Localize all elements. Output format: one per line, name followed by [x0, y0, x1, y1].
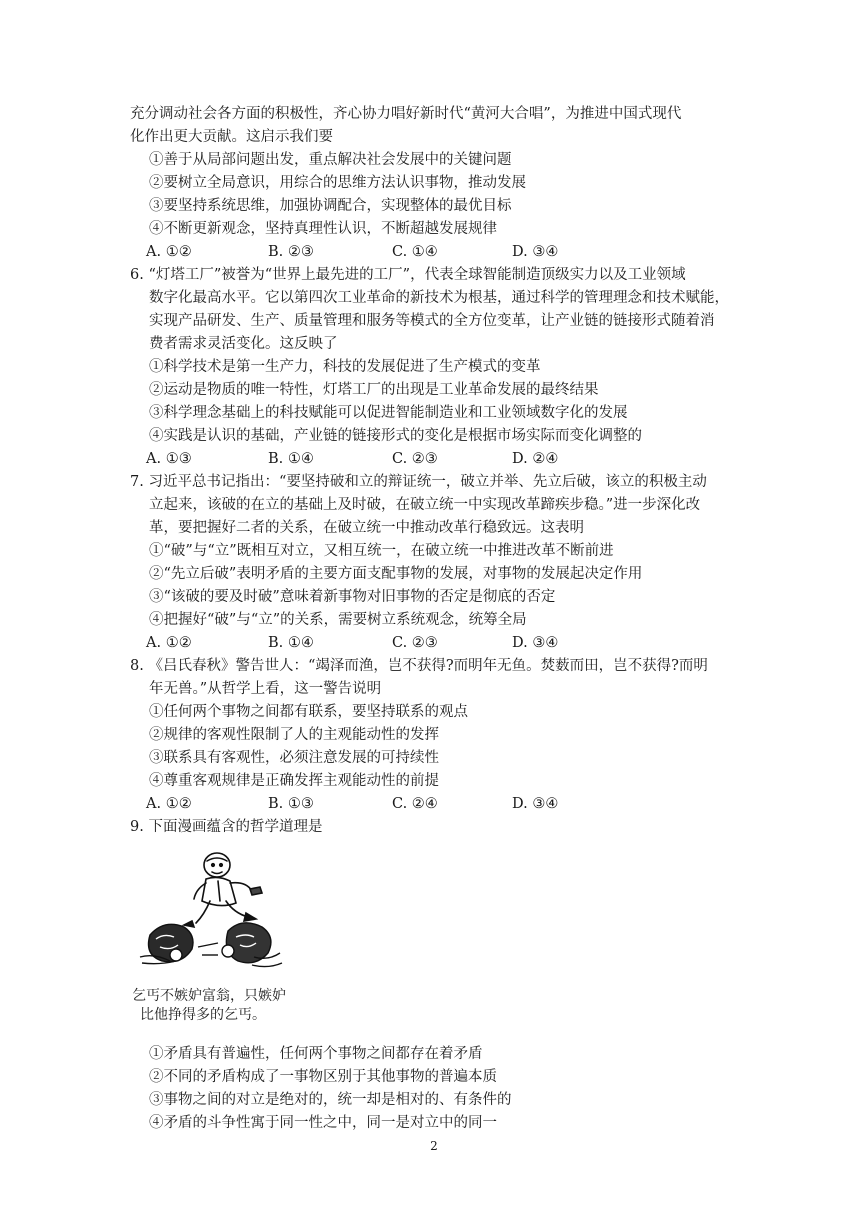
option-b: B. ②③ — [268, 244, 314, 260]
cartoon-illustration — [132, 839, 302, 989]
answer-options — [130, 793, 740, 816]
option-a: A. ①② — [146, 635, 192, 651]
statement-1: ①科学技术是第一生产力，科技的发展促进了生产模式的变革 — [149, 359, 541, 375]
statement-1: ①任何两个事物之间都有联系，要坚持联系的观点 — [149, 704, 468, 720]
question-stem-line: 年无兽。”从哲学上看，这一警告说明 — [149, 681, 382, 697]
statement-3: ③科学理念基础上的科技赋能可以促进智能制造业和工业领域数字化的发展 — [149, 405, 628, 421]
question-stem-line: 费者需求灵活变化。这反映了 — [149, 336, 338, 352]
sitting-beggars-drawing — [140, 923, 282, 967]
option-c: C. ②③ — [392, 451, 438, 467]
option-c: C. ②④ — [392, 796, 438, 812]
caption-line: 比他挣得多的乞丐。 — [140, 1007, 266, 1023]
question-stem-line: 数字化最高水平。它以第四次工业革命的新技术为根基，通过科学的管理理念和技术赋能， — [149, 290, 729, 306]
question-stem-line: 充分调动社会各方面的积极性，齐心协力唱好新时代“黄河大合唱”，为推进中国式现代 — [130, 106, 682, 122]
statement-1: ①矛盾具有普遍性，任何两个事物之间都存在着矛盾 — [149, 1046, 483, 1062]
option-c: C. ①④ — [392, 244, 438, 260]
question-stem-line: 立起来，该破的在立的基础上及时破，在破立统一中实现改革蹄疾步稳。”进一步深化改 — [149, 497, 701, 513]
statement-3: ③事物之间的对立是绝对的，统一却是相对的、有条件的 — [149, 1092, 512, 1108]
page-content — [130, 103, 740, 1135]
question-8 — [130, 655, 740, 816]
statement-2: ②规律的客观性限制了人的主观能动性的发挥 — [149, 727, 439, 743]
option-d: D. ③④ — [512, 635, 559, 651]
question-stem-line: 革，要把握好二者的关系，在破立统一中推动改革行稳致远。这表明 — [149, 520, 584, 536]
option-d: D. ②④ — [512, 451, 559, 467]
statement-1: ①善于从局部问题出发，重点解决社会发展中的关键问题 — [149, 152, 512, 168]
statement-4: ④实践是认识的基础，产业链的链接形式的变化是根据市场实际而变化调整的 — [149, 428, 642, 444]
question-stem-line: 7. 习近平总书记指出：“要坚持破和立的辩证统一，破立并举、先立后破，该立的积极主动 — [130, 474, 707, 490]
statement-2: ②要树立全局意识，用综合的思维方法认识事物，推动发展 — [149, 175, 526, 191]
option-a: A. ①③ — [146, 451, 192, 467]
option-b: B. ①③ — [268, 796, 314, 812]
question-7 — [130, 471, 740, 655]
question-stem-line: 6. “灯塔工厂”被誉为“世界上最先进的工厂”，代表全球智能制造顶级实力以及工业领域 — [130, 267, 686, 283]
question-stem-line: 9. 下面漫画蕴含的哲学道理是 — [130, 819, 323, 835]
option-b: B. ①④ — [268, 635, 314, 651]
question-9 — [130, 816, 740, 1135]
option-a: A. ①② — [146, 796, 192, 812]
cartoon-figure — [132, 839, 740, 1035]
option-a: A. ①② — [146, 244, 192, 260]
statement-4: ④尊重客观规律是正确发挥主观能动性的前提 — [149, 773, 439, 789]
caption-line: 乞丐不嫉妒富翁，只嫉妒 — [132, 988, 286, 1004]
question-stem-line: 化作出更大贡献。这启示我们要 — [130, 129, 333, 145]
question-5 — [130, 103, 740, 264]
answer-options — [130, 448, 740, 471]
statement-2: ②“先立后破”表明矛盾的主要方面支配事物的发展，对事物的发展起决定作用 — [149, 566, 643, 582]
question-stem-line: 实现产品研发、生产、质量管理和服务等模式的全方位变革，让产业链的链接形式随着消 — [149, 313, 715, 329]
statement-4: ④矛盾的斗争性寓于同一性之中，同一是对立中的同一 — [149, 1115, 497, 1131]
answer-options — [130, 632, 740, 655]
statement-2: ②运动是物质的唯一特性，灯塔工厂的出现是工业革命发展的最终结果 — [149, 382, 599, 398]
page-number: 2 — [430, 1139, 438, 1153]
question-stem-line: 8. 《吕氏春秋》警告世人：“竭泽而渔，岂不获得?而明年无鱼。焚薮而田，岂不获得?而明 — [130, 658, 708, 674]
statement-2: ②不同的矛盾构成了一事物区别于其他事物的普遍本质 — [149, 1069, 497, 1085]
option-d: D. ③④ — [512, 244, 559, 260]
cartoon-caption — [132, 987, 286, 1025]
statement-4: ④不断更新观念，坚持真理性认识，不断超越发展规律 — [149, 221, 497, 237]
option-b: B. ①④ — [268, 451, 314, 467]
statement-3: ③联系具有客观性，必须注意发展的可持续性 — [149, 750, 439, 766]
statement-1: ①“破”与“立”既相互对立，又相互统一，在破立统一中推进改革不断前进 — [149, 543, 614, 559]
option-d: D. ③④ — [512, 796, 559, 812]
standing-beggar-drawing — [184, 853, 262, 927]
statement-3: ③“该破的要及时破”意味着新事物对旧事物的否定是彻底的否定 — [149, 589, 556, 605]
question-6 — [130, 264, 740, 471]
option-c: C. ②③ — [392, 635, 438, 651]
statement-4: ④把握好“破”与“立”的关系，需要树立系统观念，统筹全局 — [149, 612, 527, 628]
answer-options — [130, 241, 740, 264]
statement-3: ③要坚持系统思维，加强协调配合，实现整体的最优目标 — [149, 198, 512, 214]
